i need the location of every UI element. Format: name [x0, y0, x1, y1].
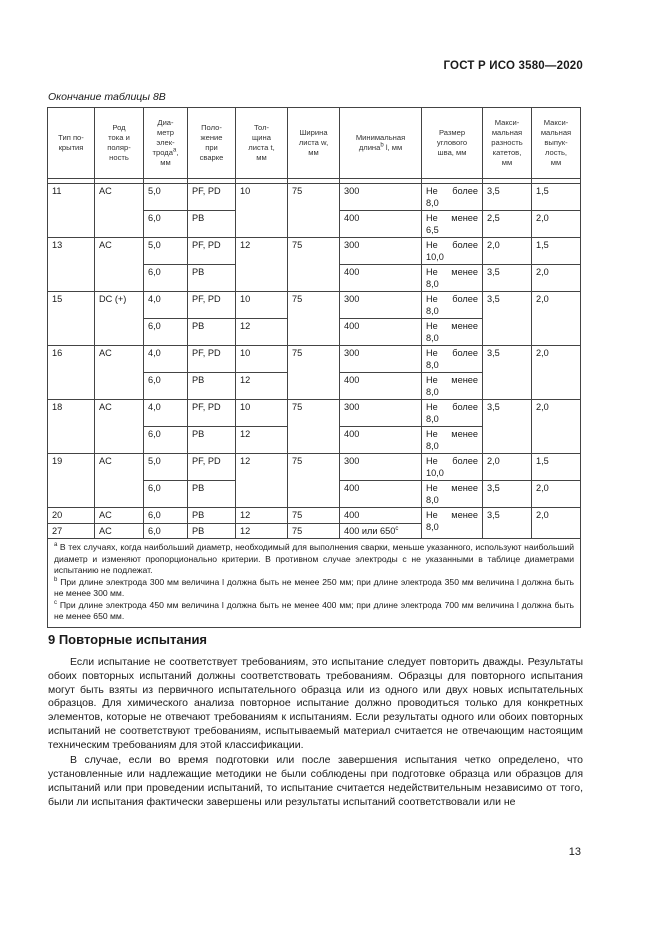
leg-diff-cell: 3,5	[483, 508, 532, 539]
diameter-cell: 6,0	[144, 427, 188, 454]
column-header-label: Поло- жение при сварке	[199, 122, 224, 163]
table-row	[48, 238, 581, 265]
column-header-label: Размер углового шва, мм	[436, 127, 468, 157]
convexity-cell: 2,0	[532, 400, 581, 454]
diameter-cell: 4,0	[144, 292, 188, 319]
column-header-label: Макси- мальная разность катетов, мм	[491, 117, 523, 168]
footnote-text: В тех случаях, когда наибольший диаметр, необходимый для выполнения сварки, меньше указанного, используют наибольший диаметр и изменяют пропорционально критерии. В противном случае электроды с не указанными в таблице диаметрами испытанию не подлежат.	[54, 542, 574, 576]
current-cell: AC	[95, 454, 144, 508]
column-header	[236, 108, 288, 179]
position-cell: PB	[188, 508, 236, 524]
footnote-text: При длине электрода 300 мм величина l должна быть не менее 250 мм; при длине электрода 350 мм величина l должна быть не менее 300 мм.	[54, 576, 574, 599]
weld-size-word: 8,0	[426, 359, 439, 370]
weld-size-word: Не	[426, 402, 438, 412]
table-row	[48, 184, 581, 211]
column-header-unit: , мм	[160, 148, 179, 168]
weld-size-word: менее	[451, 213, 478, 223]
leg-diff-cell: 2,5	[483, 211, 532, 238]
table-row	[48, 292, 581, 319]
weld-size-word: более	[452, 240, 478, 250]
weld-size-cell	[422, 292, 483, 319]
column-header	[422, 108, 483, 179]
paragraph: В случае, если во время подготовки или после завершения испытания четко определено, что установленные или надлежащие методики не были соблюдены при подготовке образца или образцов для испытаний или при проведении испытаний, то испытание считается недействительным независимо от того, были ли испытания фактически завершены или результаты испытаний соответствовали или не	[48, 754, 583, 808]
weld-size-word: менее	[451, 510, 478, 520]
weld-size-word: менее	[451, 375, 478, 385]
weld-size-word: Не	[426, 510, 438, 520]
convexity-cell: 2,0	[532, 346, 581, 400]
table-caption: Окончание таблицы 8В	[48, 91, 166, 103]
diameter-cell: 6,0	[144, 508, 188, 524]
convexity-cell: 2,0	[532, 481, 581, 508]
length-value: 400	[344, 510, 360, 520]
thickness-cell: 12	[236, 238, 288, 292]
weld-size-word: Не	[426, 348, 438, 358]
column-header-label: Макси- мальная выпук- лость, мм	[540, 117, 572, 168]
position-cell: PF, PD	[188, 346, 236, 373]
weld-size-word: 8,0	[426, 440, 439, 451]
diameter-cell: 6,0	[144, 211, 188, 238]
coating-type-cell: 19	[48, 454, 95, 508]
current-cell: AC	[95, 346, 144, 400]
diameter-cell: 4,0	[144, 346, 188, 373]
weld-size-cell	[422, 508, 483, 539]
leg-diff-cell: 3,5	[483, 400, 532, 454]
weld-size-word: 8,0	[426, 386, 439, 397]
footnote-mark: a	[54, 542, 58, 549]
weld-size-cell	[422, 454, 483, 481]
length-cell: 300	[340, 184, 422, 211]
width-cell: 75	[288, 454, 340, 508]
convexity-cell: 1,5	[532, 184, 581, 211]
length-cell: 400	[340, 373, 422, 400]
weld-size-word: 8,0	[426, 278, 439, 289]
column-header-label: Тол- щина листа t, мм	[248, 122, 275, 163]
length-cell: 300	[340, 454, 422, 481]
column-header-label: Род тока и поляр- ность	[107, 122, 131, 163]
current-cell: AC	[95, 508, 144, 524]
convexity-cell: 1,5	[532, 238, 581, 265]
length-cell: 400	[340, 211, 422, 238]
weld-size-word: Не	[426, 267, 438, 277]
column-header	[532, 108, 581, 179]
column-header	[483, 108, 532, 179]
column-header	[188, 108, 236, 179]
length-cell: 400	[340, 319, 422, 346]
weld-size-word: Не	[426, 483, 438, 493]
weld-size-word: Не	[426, 240, 438, 250]
thickness-cell: 10	[236, 346, 288, 373]
column-header	[288, 108, 340, 179]
table-footnotes	[48, 539, 581, 628]
convexity-cell: 2,0	[532, 211, 581, 238]
length-cell: 300	[340, 346, 422, 373]
coating-type-cell: 18	[48, 400, 95, 454]
weld-size-word: Не	[426, 375, 438, 385]
footnote-mark: a	[172, 147, 177, 154]
weld-size-word: менее	[451, 321, 478, 331]
weld-size-word: Не	[426, 294, 438, 304]
leg-diff-cell: 3,5	[483, 265, 532, 292]
weld-size-word: Не	[426, 321, 438, 331]
coating-type-cell: 27	[48, 523, 95, 539]
diameter-cell: 6,0	[144, 481, 188, 508]
length-cell: 400	[340, 265, 422, 292]
weld-size-cell	[422, 184, 483, 211]
footnote	[54, 600, 574, 623]
table-row	[48, 346, 581, 373]
weld-size-word: Не	[426, 186, 438, 196]
leg-diff-cell: 2,0	[483, 238, 532, 265]
coating-type-cell: 15	[48, 292, 95, 346]
current-cell: AC	[95, 184, 144, 238]
weld-size-word: более	[452, 186, 478, 196]
thickness-cell: 12	[236, 508, 288, 524]
diameter-cell: 6,0	[144, 373, 188, 400]
position-cell: PB	[188, 211, 236, 238]
coating-type-cell: 20	[48, 508, 95, 524]
position-cell: PF, PD	[188, 184, 236, 211]
position-cell: PF, PD	[188, 238, 236, 265]
column-header-label: Ширина листа w, мм	[298, 127, 329, 157]
position-cell: PF, PD	[188, 454, 236, 481]
weld-size-word: менее	[451, 429, 478, 439]
coating-type-cell: 13	[48, 238, 95, 292]
diameter-cell: 5,0	[144, 184, 188, 211]
weld-size-word: Не	[426, 456, 438, 466]
weld-size-cell	[422, 373, 483, 400]
weld-size-word: 8,0	[426, 521, 439, 532]
width-cell: 75	[288, 523, 340, 539]
document-id: ГОСТ Р ИСО 3580—2020	[443, 60, 583, 72]
diameter-cell: 4,0	[144, 400, 188, 427]
coating-type-cell: 16	[48, 346, 95, 400]
leg-diff-cell: 3,5	[483, 346, 532, 400]
weld-size-cell	[422, 481, 483, 508]
position-cell: PF, PD	[188, 400, 236, 427]
diameter-cell: 6,0	[144, 265, 188, 292]
position-cell: PF, PD	[188, 292, 236, 319]
column-header	[144, 108, 188, 179]
length-cell	[340, 523, 422, 539]
footnote-mark: b	[380, 142, 384, 149]
weld-size-cell	[422, 319, 483, 346]
table-row	[48, 508, 581, 524]
diameter-cell: 5,0	[144, 454, 188, 481]
paragraph: Если испытание не соответствует требованиям, это испытание следует повторить дважды. Результаты обоих повторных испытаний должны соответствовать требованиям. Образцы для повторного испытания могут быть взяты из первичного испытательного образца или из одного или двух новых испытательных образцов. Для химического анализа повторное испытание должно проводиться только для конкретных элементов, которые не отвечают требованиям к испытаниям. Если результаты одного или обоих повторных испытаний не соответствуют требованиям, испытываемый материал считается не отвечающим настоящим техническим требованиям для этой классификации.	[48, 656, 583, 751]
length-cell	[340, 508, 422, 524]
leg-diff-cell: 3,5	[483, 292, 532, 346]
weld-size-word: 6,5	[426, 224, 439, 235]
weld-size-word: 10,0	[426, 251, 444, 262]
length-cell: 300	[340, 400, 422, 427]
weld-size-word: более	[452, 456, 478, 466]
current-cell: AC	[95, 400, 144, 454]
column-header-unit: l, мм	[383, 143, 403, 152]
convexity-cell: 2,0	[532, 265, 581, 292]
column-header-label: Минимальная длина	[355, 132, 406, 152]
leg-diff-cell: 2,0	[483, 454, 532, 481]
thickness-cell: 12	[236, 523, 288, 539]
weld-size-cell	[422, 238, 483, 265]
position-cell: PB	[188, 373, 236, 400]
weld-size-word: менее	[451, 483, 478, 493]
weld-size-word: более	[452, 402, 478, 412]
length-cell: 400	[340, 427, 422, 454]
footnote-text: При длине электрода 450 мм величина l должна быть не менее 400 мм; при длине электрода 700 мм величина l должна быть не менее 650 мм.	[54, 599, 574, 622]
weld-size-word: более	[452, 348, 478, 358]
leg-diff-cell: 3,5	[483, 184, 532, 211]
width-cell: 75	[288, 184, 340, 238]
current-cell: AC	[95, 238, 144, 292]
thickness-cell: 12	[236, 427, 288, 454]
weld-size-word: 8,0	[426, 332, 439, 343]
electrode-test-table	[47, 107, 581, 628]
column-header	[340, 108, 422, 179]
thickness-cell: 10	[236, 292, 288, 319]
weld-size-word: более	[452, 294, 478, 304]
length-cell: 300	[340, 238, 422, 265]
thickness-cell: 12	[236, 373, 288, 400]
weld-size-word: Не	[426, 429, 438, 439]
thickness-cell: 12	[236, 319, 288, 346]
footnote-mark: b	[54, 576, 58, 583]
position-cell: PB	[188, 427, 236, 454]
footnote	[54, 577, 574, 600]
position-cell: PB	[188, 265, 236, 292]
current-cell: DC (+)	[95, 292, 144, 346]
convexity-cell: 2,0	[532, 508, 581, 539]
column-header-label: Тип по- крытия	[58, 132, 84, 152]
length-value: 400 или 650	[344, 525, 396, 536]
footnote	[54, 542, 574, 577]
thickness-cell: 10	[236, 400, 288, 427]
column-header	[48, 108, 95, 179]
weld-size-word: 8,0	[426, 494, 439, 505]
width-cell: 75	[288, 292, 340, 346]
diameter-cell: 6,0	[144, 523, 188, 539]
page-number: 13	[568, 846, 581, 858]
weld-size-cell	[422, 211, 483, 238]
length-cell: 400	[340, 481, 422, 508]
position-cell: PB	[188, 481, 236, 508]
diameter-cell: 5,0	[144, 238, 188, 265]
convexity-cell: 1,5	[532, 454, 581, 481]
weld-size-word: 8,0	[426, 305, 439, 316]
length-cell: 300	[340, 292, 422, 319]
table-row	[48, 454, 581, 481]
width-cell: 75	[288, 238, 340, 292]
column-header-label: Диа- метр элек- трода	[152, 117, 175, 157]
width-cell: 75	[288, 508, 340, 524]
position-cell: PB	[188, 319, 236, 346]
weld-size-word: 10,0	[426, 467, 444, 478]
position-cell: PB	[188, 523, 236, 539]
weld-size-word: 8,0	[426, 197, 439, 208]
weld-size-word: Не	[426, 213, 438, 223]
table-row	[48, 400, 581, 427]
leg-diff-cell: 3,5	[483, 481, 532, 508]
weld-size-word: 8,0	[426, 413, 439, 424]
thickness-cell: 10	[236, 184, 288, 238]
current-cell: AC	[95, 523, 144, 539]
weld-size-word: менее	[451, 267, 478, 277]
convexity-cell: 2,0	[532, 292, 581, 346]
thickness-cell: 12	[236, 454, 288, 508]
footnote-mark: c	[395, 525, 399, 532]
weld-size-cell	[422, 427, 483, 454]
section-heading: 9 Повторные испытания	[48, 632, 208, 647]
coating-type-cell: 11	[48, 184, 95, 238]
weld-size-cell	[422, 400, 483, 427]
section-body	[48, 656, 583, 811]
weld-size-cell	[422, 265, 483, 292]
width-cell: 75	[288, 346, 340, 400]
diameter-cell: 6,0	[144, 319, 188, 346]
weld-size-cell	[422, 346, 483, 373]
table-header-row	[48, 108, 581, 179]
column-header	[95, 108, 144, 179]
width-cell: 75	[288, 400, 340, 454]
footnote-mark: c	[54, 599, 57, 606]
